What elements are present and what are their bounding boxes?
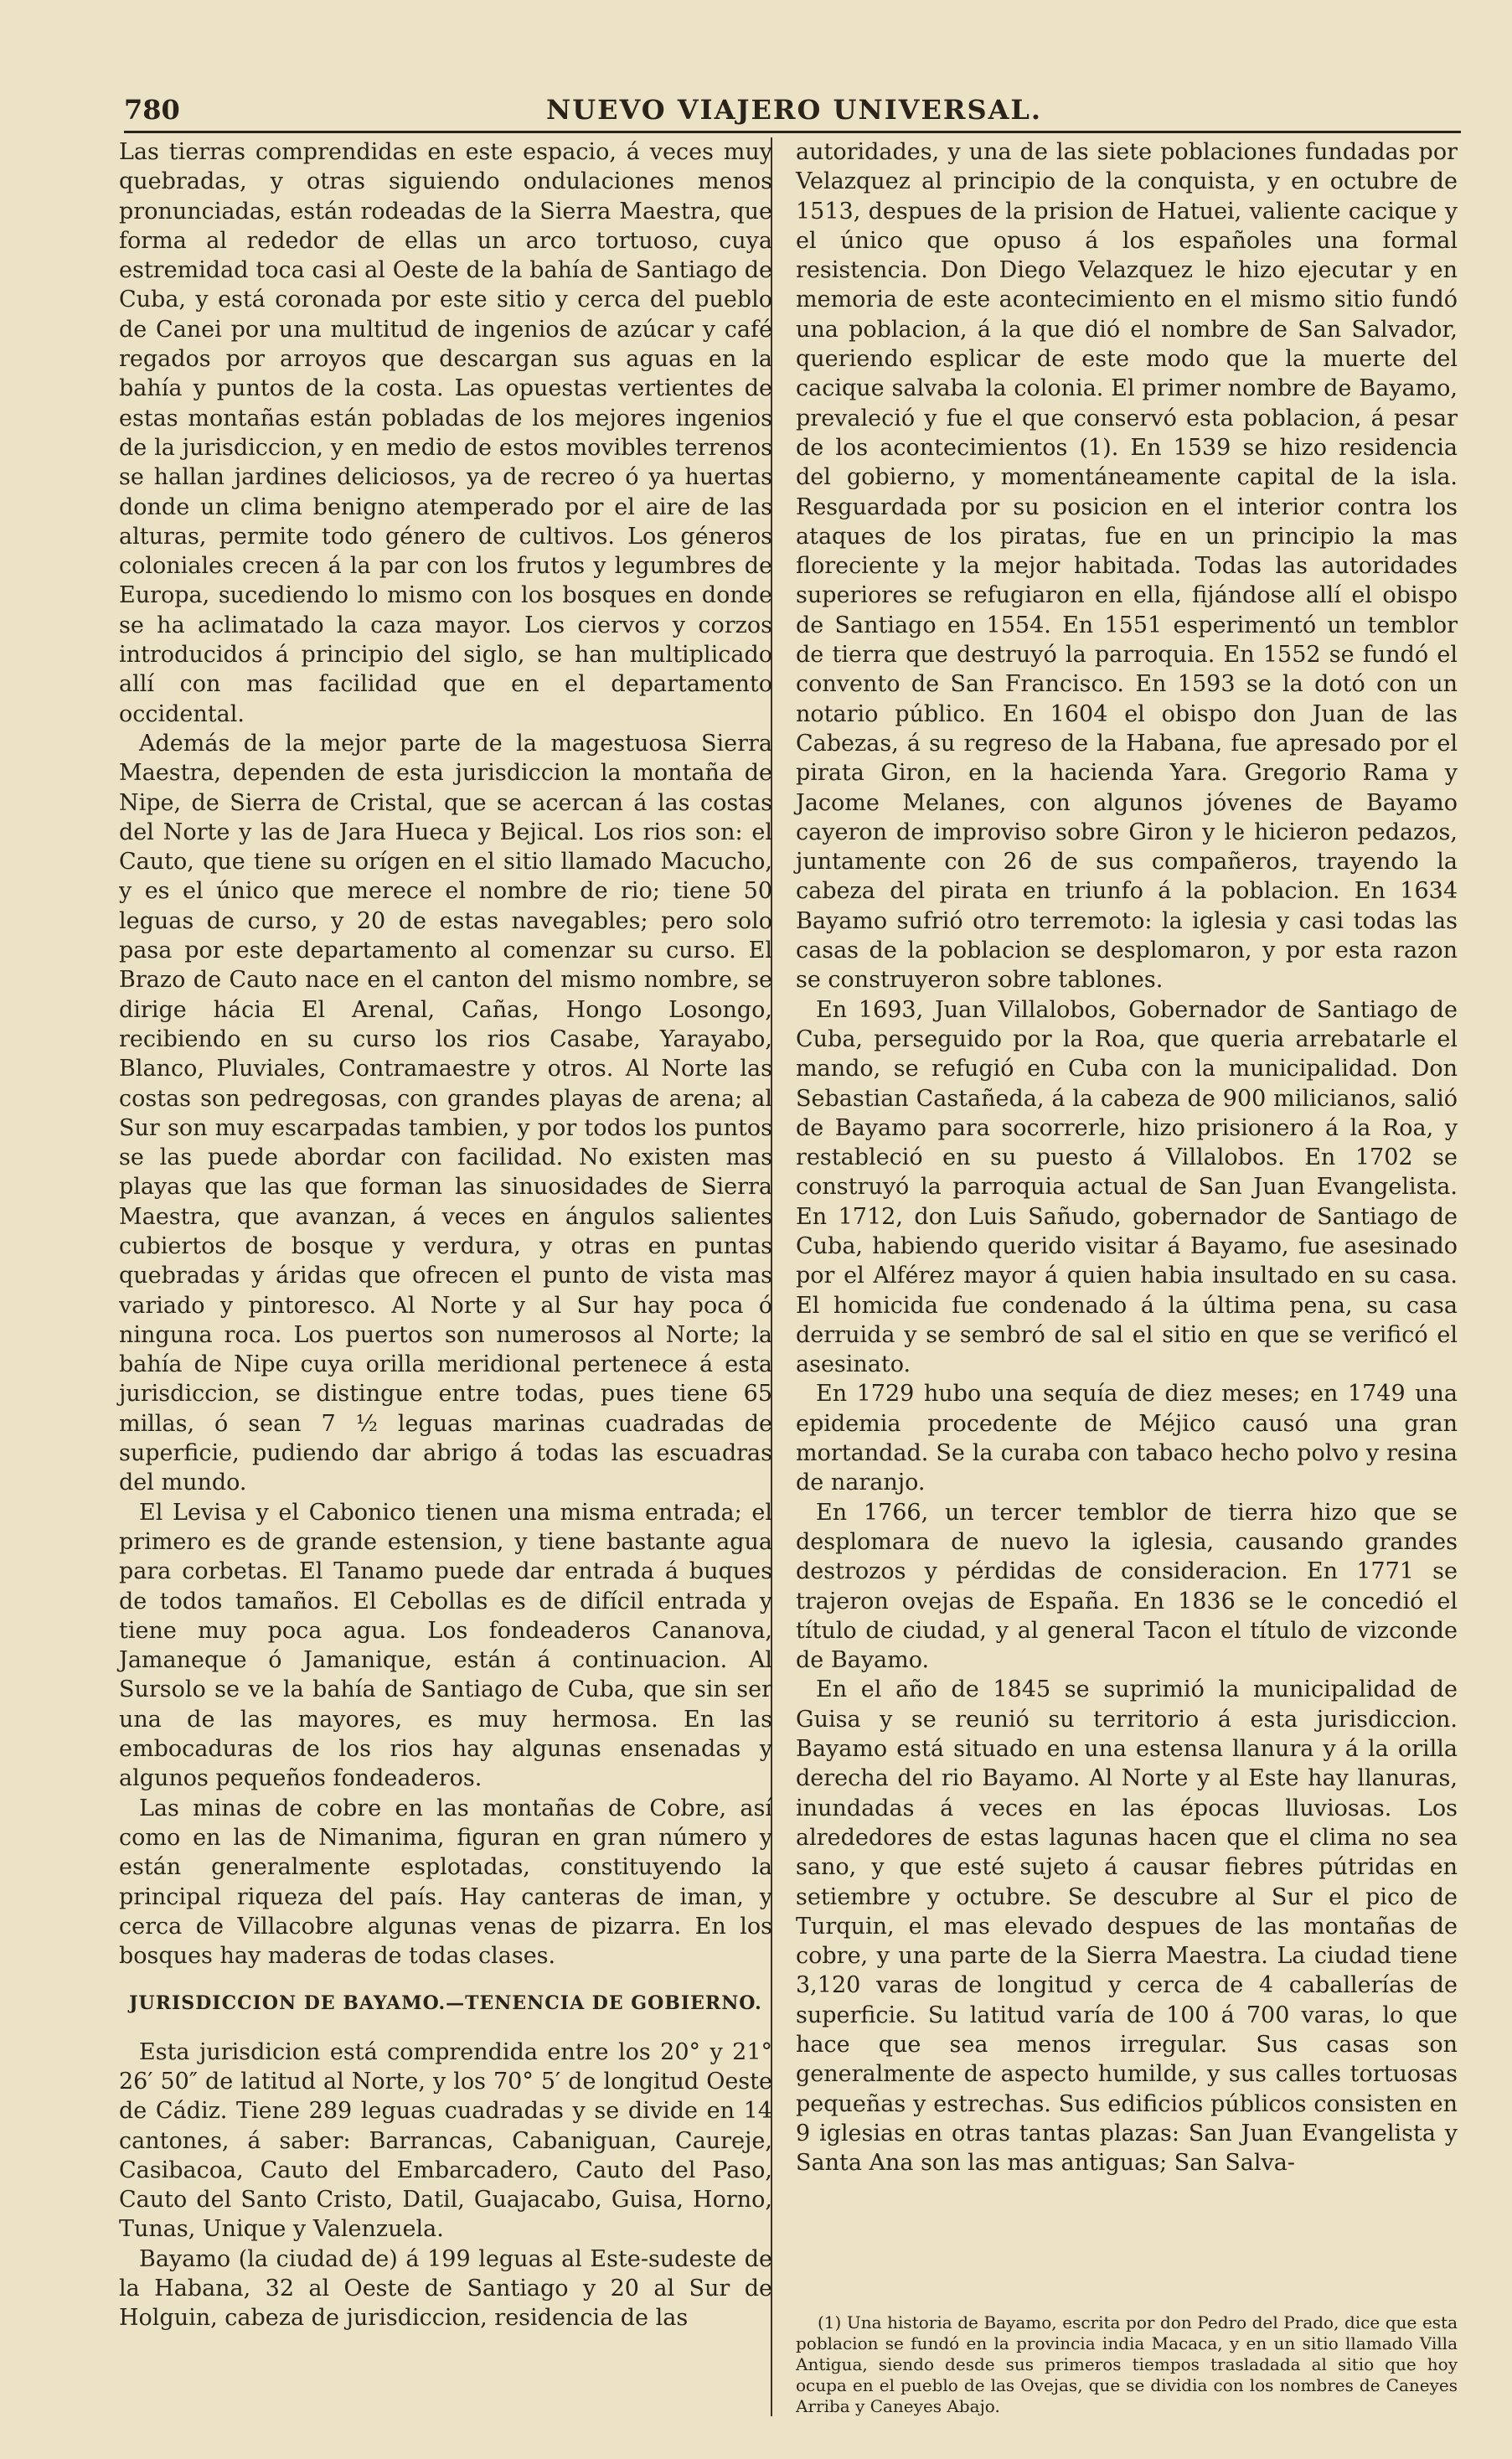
paragraph: Esta jurisdicion está comprendida entre los 20° y 21° 26′ 50″ de latitud al Norte, y los 70° 5′ de longitud Oeste de Cádiz. Tiene 289 leguas cuadradas y se divide en 14 cantones, á saber: Barrancas, Cabaniguan, Caureje, Casibacoa, Cauto del Embarcadero, Cauto del Paso, Cauto del Santo Cristo, Datil, Guajacabo, Guisa, Horno, Tunas, Unique y Valenzuela.: [119, 2038, 772, 2243]
left-column: [119, 137, 772, 2332]
running-title: NUEVO VIAJERO UNIVERSAL.: [545, 94, 1043, 126]
paragraph: En 1766, un tercer temblor de tierra hizo que se desplomara de nuevo la iglesia, causando grandes destrozos y pérdidas de consideracion. En 1771 se trajeron ovejas de España. En 1836 se le concedió el título de ciudad, y al general Tacon el título de vizconde de Bayamo.: [796, 1499, 1458, 1674]
paragraph: Bayamo (la ciudad de) á 199 leguas al Este-sudeste de la Habana, 32 al Oeste de Santiago y 20 al Sur de Holguin, cabeza de jurisdiccion, residencia de las: [119, 2245, 772, 2332]
page-header: [124, 94, 1464, 131]
section-heading: JURISDICCION DE BAYAMO.—TENENCIA DE GOBIERNO.: [129, 1992, 762, 2015]
page-number: 780: [124, 94, 180, 126]
footnote: [796, 2312, 1458, 2417]
paragraph: El Levisa y el Cabonico tienen una misma entrada; el primero es de grande estension, y tiene bastante agua para corbetas. El Tanamo puede dar entrada á buques de todos tamaños. El Cebollas es de difícil entrada y tiene muy poca agua. Los fondeaderos Cananova, Jamaneque ó Jamanique, están á continuacion. Al Sursolo se ve la bahía de Santiago de Cuba, que sin ser una de las mayores, es muy hermosa. En las embocaduras de los rios hay algunas ensenadas y algunos pequeños fondeaderos.: [119, 1499, 772, 1792]
footnote-text: (1) Una historia de Bayamo, escrita por don Pedro del Prado, dice que esta poblacion se fundó en la provincia india Macaca, y en un sitio llamado Villa Antigua, siendo desde sus primeros tiempos trasladada al sitio que hoy ocupa en el pueblo de las Ovejas, que se dividia con los nombres de Caneyes Arriba y Caneyes Abajo.: [796, 2312, 1458, 2416]
paragraph: En 1693, Juan Villalobos, Gobernador de Santiago de Cuba, perseguido por la Roa, que queria arrebatarle el mando, se refugió en Cuba con la municipalidad. Don Sebastian Castañeda, á la cabeza de 900 milicianos, salió de Bayamo para socorrerle, hizo prisionero á la Roa, y restableció en su puesto á Villalobos. En 1702 se construyó la parroquia actual de San Juan Evangelista. En 1712, don Luis Sañudo, gobernador de Santiago de Cuba, habiendo querido visitar á Bayamo, fue asesinado por el Alférez mayor á quien habia insultado en su casa. El homicida fue condenado á la última pena, su casa derruida y se sembró de sal el sitio en que se verificó el asesinato.: [796, 996, 1458, 1378]
paragraph: Además de la mejor parte de la magestuosa Sierra Maestra, dependen de esta jurisdiccion la montaña de Nipe, de Sierra de Cristal, que se acercan á las costas del Norte y las de Jara Hueca y Bejical. Los rios son: el Cauto, que tiene su orígen en el sitio llamado Macucho, y es el único que merece el nombre de rio; tiene 50 leguas de curso, y 20 de estas navegables; pero solo pasa por este departamento al comenzar su curso. El Brazo de Cauto nace en el canton del mismo nombre, se dirige hácia El Arenal, Cañas, Hongo Losongo, recibiendo en su curso los rios Casabe, Yarayabo, Blanco, Pluviales, Contramaestre y otros. Al Norte las costas son pedregosas, con grandes playas de arena; al Sur son muy escarpadas tambien, y por todos los puntos se las puede abordar con facilidad. No existen mas playas que las que forman las sinuosidades de Sierra Maestra, que avanzan, á veces en ángulos salientes cubiertos de bosque y verdura, y otras en puntas quebradas y áridas que ofrecen el punto de vista mas variado y pintoresco. Al Norte y al Sur hay poca ó ninguna roca. Los puertos son numerosos al Norte; la bahía de Nipe cuya orilla meridional pertenece á esta jurisdiccion, se distingue entre todas, pues tiene 65 millas, ó sean 7 ½ leguas marinas cuadradas de superficie, pudiendo dar abrigo á todas las escuadras del mundo.: [119, 730, 772, 1496]
header-rule: [124, 131, 1461, 133]
paragraph: Las minas de cobre en las montañas de Cobre, así como en las de Nimanima, figuran en gran número y están generalmente esplotadas, constituyendo la principal riqueza del país. Hay canteras de iman, y cerca de Villacobre algunas venas de pizarra. En los bosques hay maderas de todas clases.: [119, 1795, 772, 1970]
paragraph: En 1729 hubo una sequía de diez meses; en 1749 una epidemia procedente de Méjico causó una gran mortandad. Se la curaba con tabaco hecho polvo y resina de naranjo.: [796, 1381, 1458, 1496]
right-column: [796, 137, 1458, 2291]
paragraph: En el año de 1845 se suprimió la municipalidad de Guisa y se reunió su territorio á esta jurisdiccion. Bayamo está situado en una estensa llanura y á la orilla derecha del rio Bayamo. Al Norte y al Este hay llanuras, inundadas á veces en las épocas lluviosas. Los alrededores de estas lagunas hacen que el clima no sea sano, y que esté sujeto á causar fiebres pútridas en setiembre y octubre. Se descubre al Sur el pico de Turquin, el mas elevado despues de las montañas de cobre, y una parte de la Sierra Maestra. La ciudad tiene 3,120 varas de longitud y cerca de 4 caballerías de superficie. Su latitud varía de 100 á 700 varas, lo que hace que sea menos irregular. Sus casas son generalmente de aspecto humilde, y sus calles tortuosas pequeñas y estrechas. Sus edificios públicos consisten en 9 iglesias en otras tantas plazas: San Juan Evangelista y Santa Ana son las mas antiguas; San Salva-: [796, 1676, 1458, 2177]
paragraph: Las tierras comprendidas en este espacio, á veces muy quebradas, y otras siguiendo ondulaciones menos pronunciadas, están rodeadas de la Sierra Maestra, que forma al rededor de ellas un arco tortuoso, cuya estremidad toca casi al Oeste de la bahía de Santiago de Cuba, y está coronada por este sitio y cerca del pueblo de Canei por una multitud de ingenios de azúcar y café regados por arroyos que descargan sus aguas en la bahía y puntos de la costa. Las opuestas vertientes de estas montañas están pobladas de los mejores ingenios de la jurisdiccion, y en medio de estos movibles terrenos se hallan jardines deliciosos, ya de recreo ó ya huertas donde un clima benigno atemperado por el aire de las alturas, permite todo género de cultivos. Los géneros coloniales crecen á la par con los frutos y legumbres de Europa, sucediendo lo mismo con los bosques en donde se ha aclimatado la caza mayor. Los ciervos y corzos introducidos á principio del siglo, se han multiplicado allí con mas facilidad que en el departamento occidental.: [119, 139, 772, 727]
paragraph: autoridades, y una de las siete poblaciones fundadas por Velazquez al principio de la conquista, y en octubre de 1513, despues de la prision de Hatuei, valiente cacique y el único que opuso á los españoles una formal resistencia. Don Diego Velazquez le hizo ejecutar y en memoria de este acontecimiento en el mismo sitio fundó una poblacion, á la que dió el nombre de San Salvador, queriendo esplicar de este modo que la muerte del cacique salvaba la colonia. El primer nombre de Bayamo, prevaleció y fue el que conservó esta poblacion, á pesar de los acontecimientos (1). En 1539 se hizo residencia del gobierno, y momentáneamente capital de la isla. Resguardada por su posicion en el interior contra los ataques de los piratas, fue en un principio la mas floreciente y la mejor habitada. Todas las autoridades superiores se refugiaron en ella, fijándose allí el obispo de Santiago en 1554. En 1551 esperimentó un temblor de tierra que destruyó la parroquia. En 1552 se fundó el convento de San Francisco. En 1593 se la dotó con un notario público. En 1604 el obispo don Juan de las Cabezas, á su regreso de la Habana, fue apresado por el pirata Giron, en la hacienda Yara. Gregorio Rama y Jacome Melanes, con algunos jóvenes de Bayamo cayeron de improviso sobre Giron y le hicieron pedazos, juntamente con 26 de sus compañeros, trayendo la cabeza del pirata en triunfo á la poblacion. En 1634 Bayamo sufrió otro terremoto: la iglesia y casi todas las casas de la poblacion se desplomaron, y por esta razon se construyeron sobre tablones.: [796, 139, 1458, 994]
